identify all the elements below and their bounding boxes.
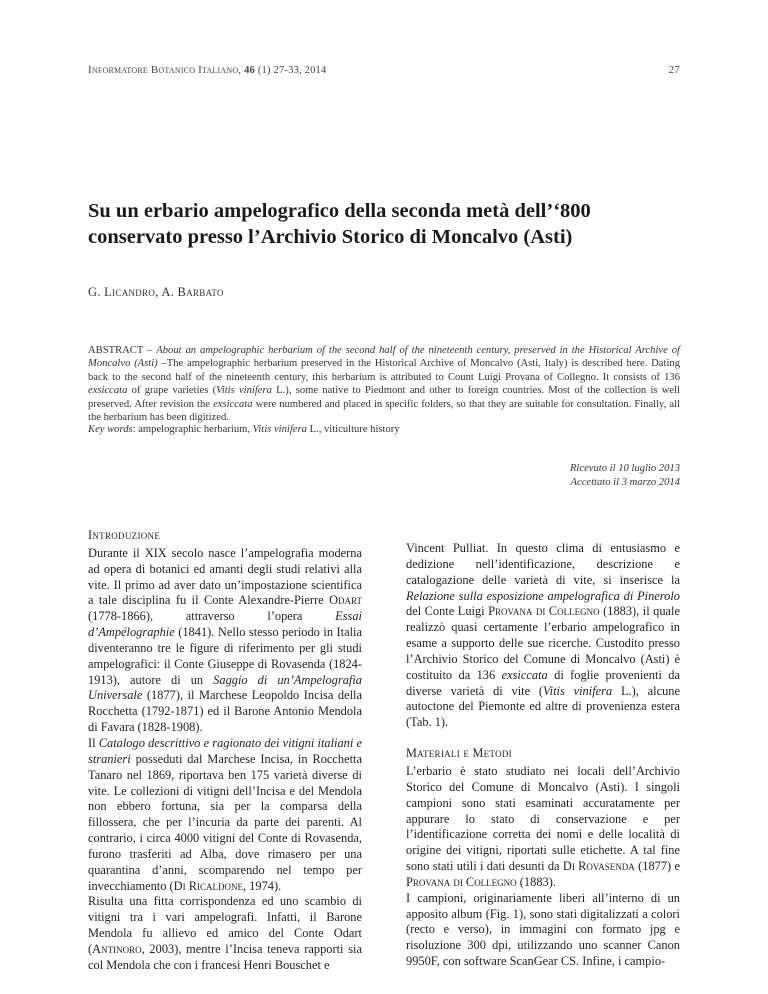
keywords-species: Vitis vinifera	[252, 424, 307, 435]
text-run: (1841). Nello stesso periodo in Italia diventeranno tre le figure di riferimento per gli studi ampelografici: il Conte Giuseppe di Rovasenda (1824-1913), autore di un	[88, 625, 362, 687]
text-run: L’erbario è stato studiato nei locali dell’Archivio Storico del Comune di Moncalvo (Asti). I singoli campioni sono stati esaminati accuratamente per appurare lo stato di conservazione e per l’identificazione corretta dei nomi e delle località di origine dei vitigni, riportati sulle etichette. A tal fine sono stati utili i dati desunti da	[406, 763, 680, 874]
paragraph	[88, 546, 362, 736]
received-date: Ricevuto il 10 luglio 2013	[569, 463, 680, 474]
submission-dates	[570, 462, 680, 489]
abstract-text: –The ampelographic herbarium preserved in the Historical Archive of Moncalvo (Asti, Italy) is described here. Dating back to the second half of the nineteenth century, this herbarium is attributed to Count Luigi Provana of Collegno. It consists of 136	[88, 358, 680, 383]
author-citation: Di Rovasenda	[562, 859, 635, 874]
text-run: (1877), il Marchese Leopoldo Incisa della Rocchetta (1792-1871) ed il Barone Antonio Mendola di Favara (1828-1908).	[88, 688, 362, 735]
running-head	[88, 64, 680, 76]
text-run: (1883).	[519, 874, 556, 889]
work-title: Catalogo descrittivo e ragionato dei vitigni italiani e stranieri	[88, 735, 362, 766]
keywords-text: L., viticulture history	[309, 424, 400, 435]
paragraph	[406, 541, 680, 731]
journal-name: Informatore Botanico Italiano,	[88, 64, 242, 76]
paragraph	[406, 764, 680, 891]
abstract-label: ABSTRACT –	[88, 345, 153, 356]
text-run: (1778-1866), attraverso l’opera	[88, 609, 303, 624]
page-number: 27	[668, 64, 680, 76]
text-run: , 2003), mentre l’Incisa teneva rapporti sia col Mendola che con i francesi Henri Bouschet e	[88, 941, 362, 972]
abstract-text: of grape varieties (	[131, 385, 217, 397]
journal-issue-pages: (1) 27-33, 2014	[257, 65, 327, 76]
abstract-english-title: About an ampelographic herbarium of the second half of the nineteenth century, preserved in the Historical Archive of Moncalvo (Asti)	[88, 345, 680, 370]
species-name: Vitis vinifera	[543, 683, 613, 698]
text-run: (1877) e	[638, 859, 680, 874]
paragraph	[406, 891, 680, 970]
abstract	[88, 344, 680, 424]
text-run: (1883), il quale realizzò quasi certamente l’erbario ampelografico in esame a supporto delle sue ricerche. Custodito presso l’Archivio Storico del Comune di Moncalvo (Asti) è costituito da 136	[406, 604, 680, 682]
work-title: Saggio di un’Ampelografia Universale	[88, 672, 362, 703]
text-run: L.), alcune autoctone del Piemonte ed altre di provenienza estera (Tab. 1).	[406, 683, 680, 730]
keywords-text: : ampelographic herbarium,	[132, 424, 251, 435]
authors: G. Licandro, A. Barbato	[88, 285, 224, 299]
term: exsiccata	[501, 667, 548, 682]
work-title: Essai d’Ampélographie	[88, 609, 362, 640]
paragraph	[88, 894, 362, 973]
right-column	[406, 541, 680, 970]
text-run: posseduti dal Marchese Incisa, in Rocchetta Tanaro nel 1869, riportava ben 175 varietà diverse di vite. Le collezioni di vitigni dell’Incisa e del Mendola non ebbero fortuna, sia per la comparsa della fillossera, che per l’incuria da parte dei parenti. Al contrario, i circa 4000 vitigni del Conte di Rovasenda, furono trasferiti ad Alba, dove rimasero per una quarantina d’anni, scomparendo nel tempo per invecchiamento (	[88, 751, 362, 893]
article-title-line-1: Su un erbario ampelografico della seconda metà dell’‘800	[88, 200, 591, 222]
section-heading-introduzione: Introduzione	[88, 528, 161, 542]
text-run: I campioni, originariamente liberi all’interno di un apposito album (Fig. 1), sono stati digitalizzati a colori (recto e verso), in immagini con formato jpg e risoluzione 300 dpi, utilizzando uno scanner Canon 9950F, con software ScanGear CS. Infine, i campio-	[406, 890, 680, 969]
text-run: Vincent Pulliat. In questo clima di entusiasmo e dedizione nell’identificazione, descrizione e catalogazione delle varietà di vite, si inserisce la	[406, 541, 680, 587]
text-run: di foglie provenienti da diverse varietà di vite (	[406, 667, 680, 698]
text-run: del Conte Luigi	[406, 604, 485, 619]
author-citation: Di Ricaldone	[173, 878, 243, 893]
section-heading-materiali-metodi: Materiali e Metodi	[406, 746, 512, 761]
abstract-term: exsiccata	[213, 398, 253, 410]
left-column	[88, 528, 362, 974]
text-run: Risulta una fitta corrispondenza ed uno scambio di vitigni tra i vari ampelografi. Infatti, il Barone Mendola fu allievo ed amico del Conte Odart (	[88, 894, 362, 956]
author-citation: Provana di Collegno	[406, 874, 517, 889]
article-title-line-2: conservato presso l’Archivio Storico di Moncalvo (Asti)	[88, 226, 573, 248]
keywords-label: Key words	[88, 424, 133, 435]
abstract-species: Vitis vinifera	[216, 385, 272, 397]
abstract-text: were numbered and placed in specific folders, so that they are suitable for consultation. Finally, all the herbarium has been digitized.	[88, 398, 681, 424]
keywords	[88, 424, 680, 435]
journal-volume: 46	[244, 65, 255, 76]
work-title: Relazione sulla esposizione ampelografica di Pinerolo	[406, 588, 680, 603]
text-run: Durante il XIX secolo nasce l’ampelografia moderna ad opera di botanici ed amanti degli studi relativi alla vite. Il primo ad aver dato un’impostazione scientifica a tale disciplina fu il Conte Alexandre-Pierre	[88, 545, 362, 608]
paragraph	[88, 736, 362, 894]
text-run: Il	[88, 735, 96, 750]
author-citation: Odart	[329, 593, 362, 608]
author-citation: Antinoro	[92, 941, 142, 956]
author-citation: Provana di Collegno	[488, 604, 600, 619]
accepted-date: Accettato il 3 marzo 2014	[570, 476, 680, 488]
text-run: , 1974).	[242, 878, 282, 893]
article-title	[88, 198, 688, 250]
abstract-text: L.), some native to Piedmont and other to foreign countries. Most of the collection is well preserved. After revision the	[88, 385, 680, 410]
abstract-term: exsiccata	[88, 385, 128, 397]
